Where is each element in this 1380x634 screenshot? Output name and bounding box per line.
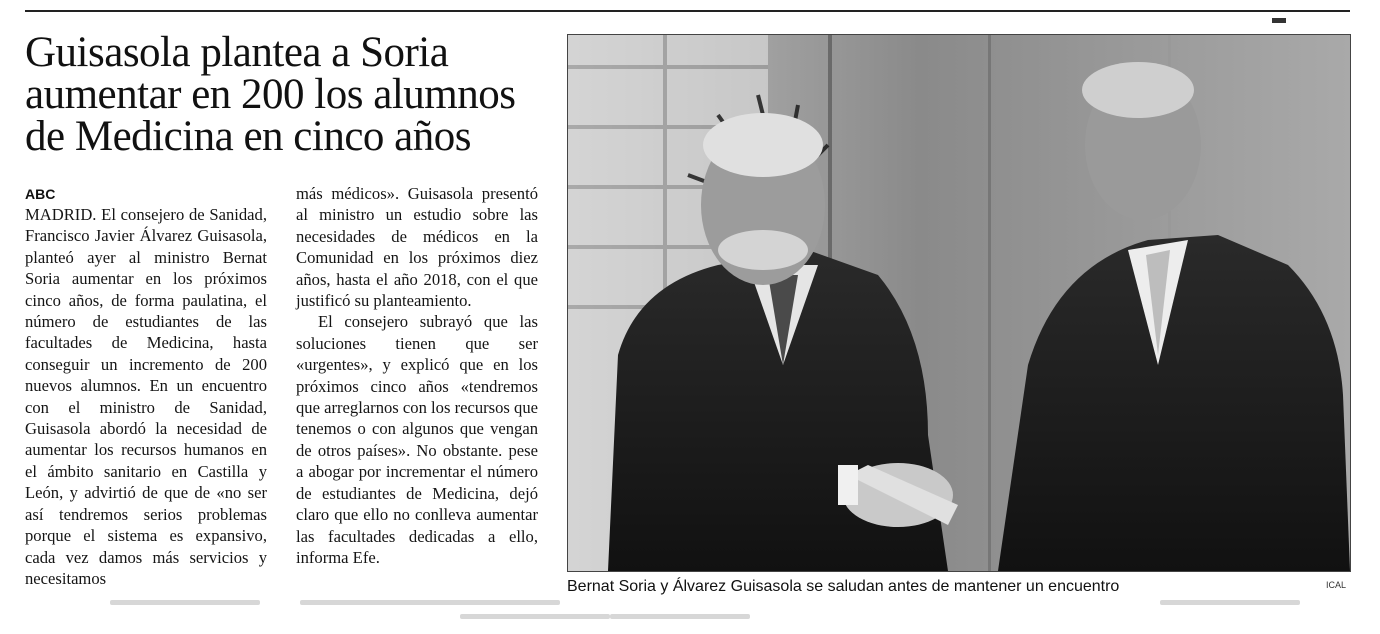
handshake-photo-illustration [568, 35, 1350, 571]
top-rule [25, 10, 1350, 12]
paragraph: más médicos». Guisasola presentó al ministro un estudio sobre las necesidades de médicos en la Comunidad en los próximos diez años, hasta el año 2018, con el que justificó su planteamiento. [296, 184, 538, 311]
bleed-through-text [0, 594, 1380, 634]
photo-credit: ICAL [1326, 580, 1347, 590]
article-column-1 [25, 204, 267, 589]
article-column-2 [296, 183, 538, 568]
source-tag: ABC [25, 186, 56, 202]
news-photo [567, 34, 1351, 572]
paragraph: MADRID. El consejero de Sanidad, Francisco Javier Álvarez Guisasola, planteó ayer al ministro Bernat Soria aumentar en los próximos cinco años, de forma paulatina, el número de estudiantes de las facultades de Medicina, hasta conseguir un incremento de 200 nuevos alumnos. En un encuentro con el ministro de Sanidad, Guisasola abordó la necesidad de aumentar los recursos humanos en el ámbito sanitario en Castilla y León, y advirtió de que de «no ser así tendremos serios problemas porque el sistema es expansivo, cada vez damos más servicios y necesitamos [25, 205, 267, 588]
paragraph: El consejero subrayó que las soluciones tienen que ser «urgentes», y explicó que en los próximos cinco años «tendremos que arreglarnos con los recursos que tenemos o con algunos que vengan de otros países». No obstante. pese a abogar por incrementar el número de estudiantes de Medicina, dejó claro que ello no conlleva aumentar las facultades dedicadas a ello, informa Efe. [296, 312, 538, 567]
photo-caption: Bernat Soria y Álvarez Guisasola se saludan antes de mantener un encuentro [567, 578, 1120, 595]
headline: Guisasola plantea a Soria aumentar en 200 los alumnos de Medicina en cinco años [25, 29, 516, 160]
page-corner-mark [1272, 18, 1286, 23]
